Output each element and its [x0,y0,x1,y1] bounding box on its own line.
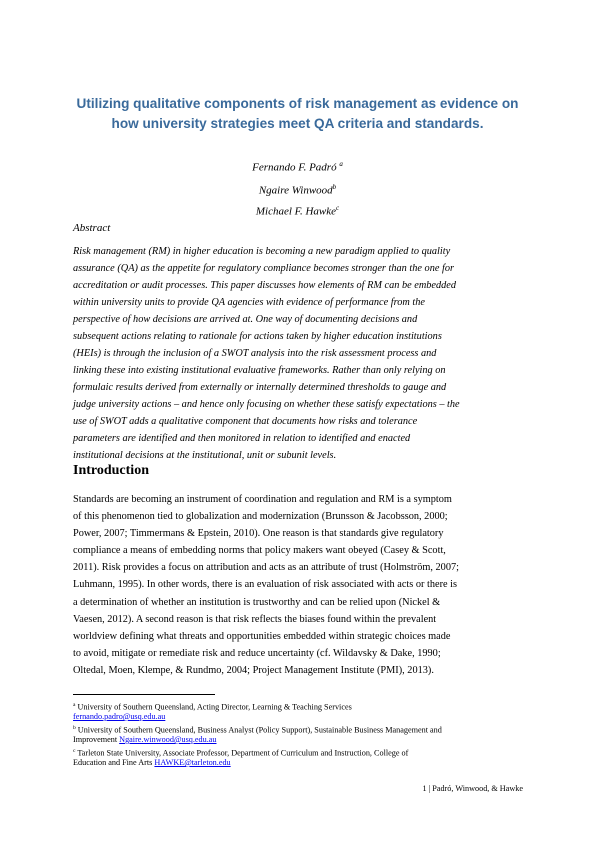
author-name: Fernando F. Padró [252,161,337,174]
footnote-divider [73,694,215,695]
footnote-text: University of Southern Queensland, Acting Director, Learning & Teaching Services [75,702,352,712]
email-link-hawke[interactable]: HAWKE@tarleton.edu [154,758,231,767]
abstract-line: assurance (QA) as the appetite for regulatory compliance becomes stronger than the one for [73,263,455,274]
page-footer: 1 | Padró, Winwood, & Hawke [422,784,523,793]
footnote-text: University of Southern Queensland, Business Analyst (Policy Support), Sustainable Business Management and [75,725,442,735]
body-line: Standards are becoming an instrument of coordination and regulation and RM is a symptom [73,494,452,505]
abstract-line: perspective of how decisions are arrived at. One way of documenting decisions and [73,314,418,325]
abstract-line: formulaic results derived from externally or internally determined thresholds to gauge and [73,382,447,393]
footnote-mark: c [73,748,76,754]
abstract-line: accreditation or audit processes. This paper discusses how elements of RM can be embedded [73,280,457,291]
footnote-text: Tarleton State University, Associate Professor, Department of Curriculum and Instruction, College of [75,748,409,758]
section-heading-introduction: Introduction [73,463,149,478]
footnote-b-line2 [73,734,533,745]
body-line: compliance a means of embedding norms that policy makers want obeyed (Casey & Scott, [73,545,446,557]
author-hawke [150,202,445,219]
author-mark: b [332,183,337,191]
abstract-line: parameters are identified and then monitored in relation to identified and enacted [73,433,411,444]
footnote-mark: a [73,702,76,708]
email-link-winwood[interactable]: Ngaire.winwood@usq.edu.au [119,735,217,744]
author-name: Michael F. Hawke [255,205,337,218]
footnote-a-email-line [73,711,533,722]
abstract-line: judge university actions – and hence only focusing on whether these satisfy expectations – the [73,399,460,410]
abstract-line: (HEIs) is through the inclusion of a SWOT analysis into the risk assessment process and [73,348,437,359]
body-line: worldview defining what threats and opportunities embedded within strategic choices made [73,630,451,642]
body-line: of this phenomenon tied to globalization and modernization (Brunsson & Jacobsson, 2000; [73,511,448,523]
footnote-text: Improvement [73,735,120,744]
abstract-line: institutional decisions at the institutional, unit or subunit levels. [73,450,337,461]
author-mark: a [339,160,343,168]
abstract-line: use of SWOT adds a qualitative component that documents how risks and tolerance [73,416,418,427]
abstract-line: subsequent actions relating to rationale for actions taken by higher education institutions [73,331,442,342]
footnote-c-line2 [73,757,533,768]
title-line: how university strategies meet QA criteria and standards. [111,116,484,131]
body-line: Luhmann, 1995). In other words, there is an evaluation of risk associated with acts or there is [73,579,458,591]
email-link-padro[interactable]: fernando.padro@usq.edu.au [73,712,166,721]
abstract-line: within university units to provide QA agencies with evidence of performance from the [73,297,425,308]
abstract-body [73,243,533,464]
author-padro [150,158,445,175]
title-line: Utilizing qualitative components of risk management as evidence on [76,96,519,111]
body-line: 2011). Risk provides a focus on attribution and acts as an attribute of trust (Holmström, 2007; [73,562,459,574]
paper-title [60,94,535,134]
body-line: to avoid, mitigate or remediate risk and reduce uncertainty (cf. Wildavsky & Dake, 1990; [73,647,441,659]
author-mark: c [336,204,340,212]
abstract-line: linking these into existing institutional evaluative frameworks. Rather than only relying on [73,365,446,376]
body-line: Power, 2007; Timmermans & Epstein, 2010). One reason is that standards give regulatory [73,528,444,540]
abstract-line: Risk management (RM) in higher education is becoming a new paradigm applied to quality [73,246,451,257]
body-line: Oltedal, Moen, Klempe, & Rundmo, 2004; Project Management Institute (PMI), 2013). [73,664,434,676]
body-line: a determination of whether an institution is trustworthy and can be relied upon (Nickel & [73,596,441,608]
body-line: Vaesen, 2012). A second reason is that risk reflects the biases found within the prevalent [73,613,437,625]
introduction-paragraph [73,491,533,679]
abstract-heading: Abstract [73,222,111,234]
footnote-text: Education and Fine Arts [73,758,155,767]
footnote-mark: b [73,725,76,731]
author-name: Ngaire Winwood [258,184,333,197]
author-winwood [150,181,445,198]
